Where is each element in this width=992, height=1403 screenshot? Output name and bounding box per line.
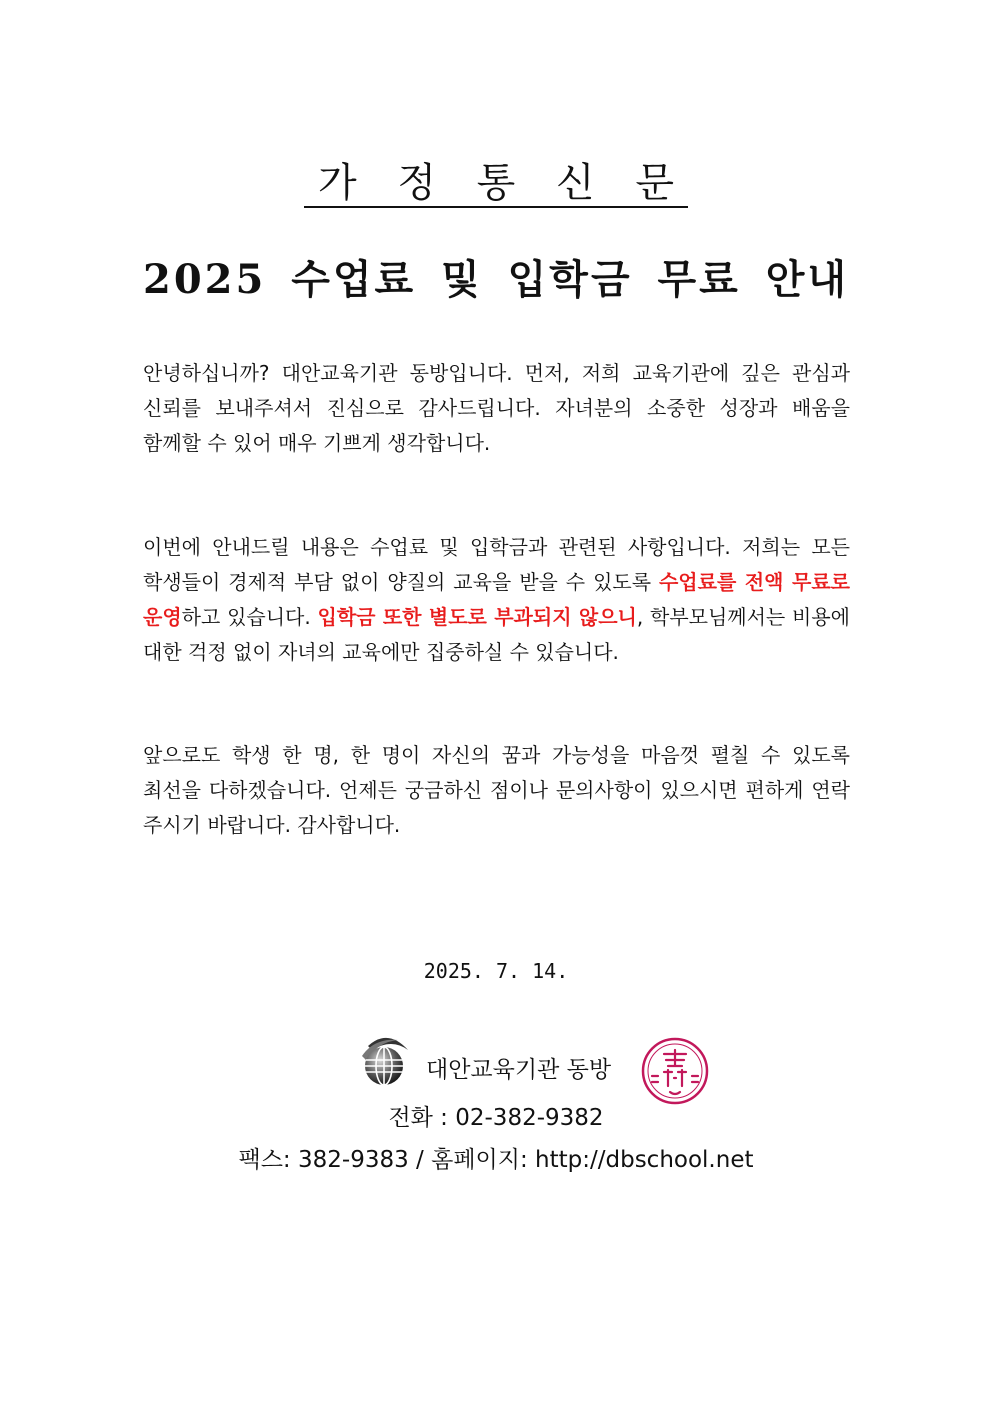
- paragraph-tuition: [143, 530, 850, 670]
- paragraph-greeting: 안녕하십니까? 대안교육기관 동방입니다. 먼저, 저희 교육기관에 깊은 관심과 신뢰를 보내주셔서 진심으로 감사드립니다. 자녀분의 소중한 성장과 배움을 함께할 수 있어 매우 기쁘게 생각합니다.: [143, 361, 850, 455]
- tuition-free-highlight: 수업료를 전액 무료로 운영: [143, 570, 850, 629]
- seal-stamp-icon: [640, 1036, 710, 1106]
- document-title: [0, 158, 992, 208]
- issue-date: 2025. 7. 14.: [423, 959, 569, 983]
- organization-name: 대안교육기관 동방: [426, 1057, 612, 1083]
- paragraph-tuition-text-c: , 학부모님께서는 비용에 대한 걱정 없이 자녀의 교육에만 집중하실 수 있습니다.: [143, 605, 851, 664]
- document-title-text: 가 정 통 신 문: [304, 160, 688, 208]
- paragraph-closing: 앞으로도 학생 한 명, 한 명이 자신의 꿈과 가능성을 마음껏 펼칠 수 있도록 최선을 다하겠습니다. 언제든 궁금하신 점이나 문의사항이 있으시면 편하게 연락 주시기 바랍니다. 감사합니다.: [143, 743, 850, 837]
- globe-icon: [358, 1032, 410, 1088]
- document-subtitle: 2025 수업료 및 입학금 무료 안내: [143, 256, 849, 303]
- paragraph-tuition-text-b: 하고 있습니다.: [181, 605, 318, 629]
- paragraph-tuition-text-a: 이번에 안내드릴 내용은 수업료 및 입학금과 관련된 사항입니다. 저희는 모든 학생들이 경제적 부담 없이 양질의 교육을 받을 수 있도록: [143, 535, 850, 594]
- admission-free-highlight: 입학금 또한 별도로 부과되지 않으니: [317, 605, 637, 629]
- telephone-line: 전화 : 02-382-9382: [388, 1105, 604, 1131]
- fax-homepage-line: 팩스: 382-9383 / 홈페이지: http://dbschool.net: [238, 1147, 754, 1173]
- organization-signature: [358, 1030, 718, 1094]
